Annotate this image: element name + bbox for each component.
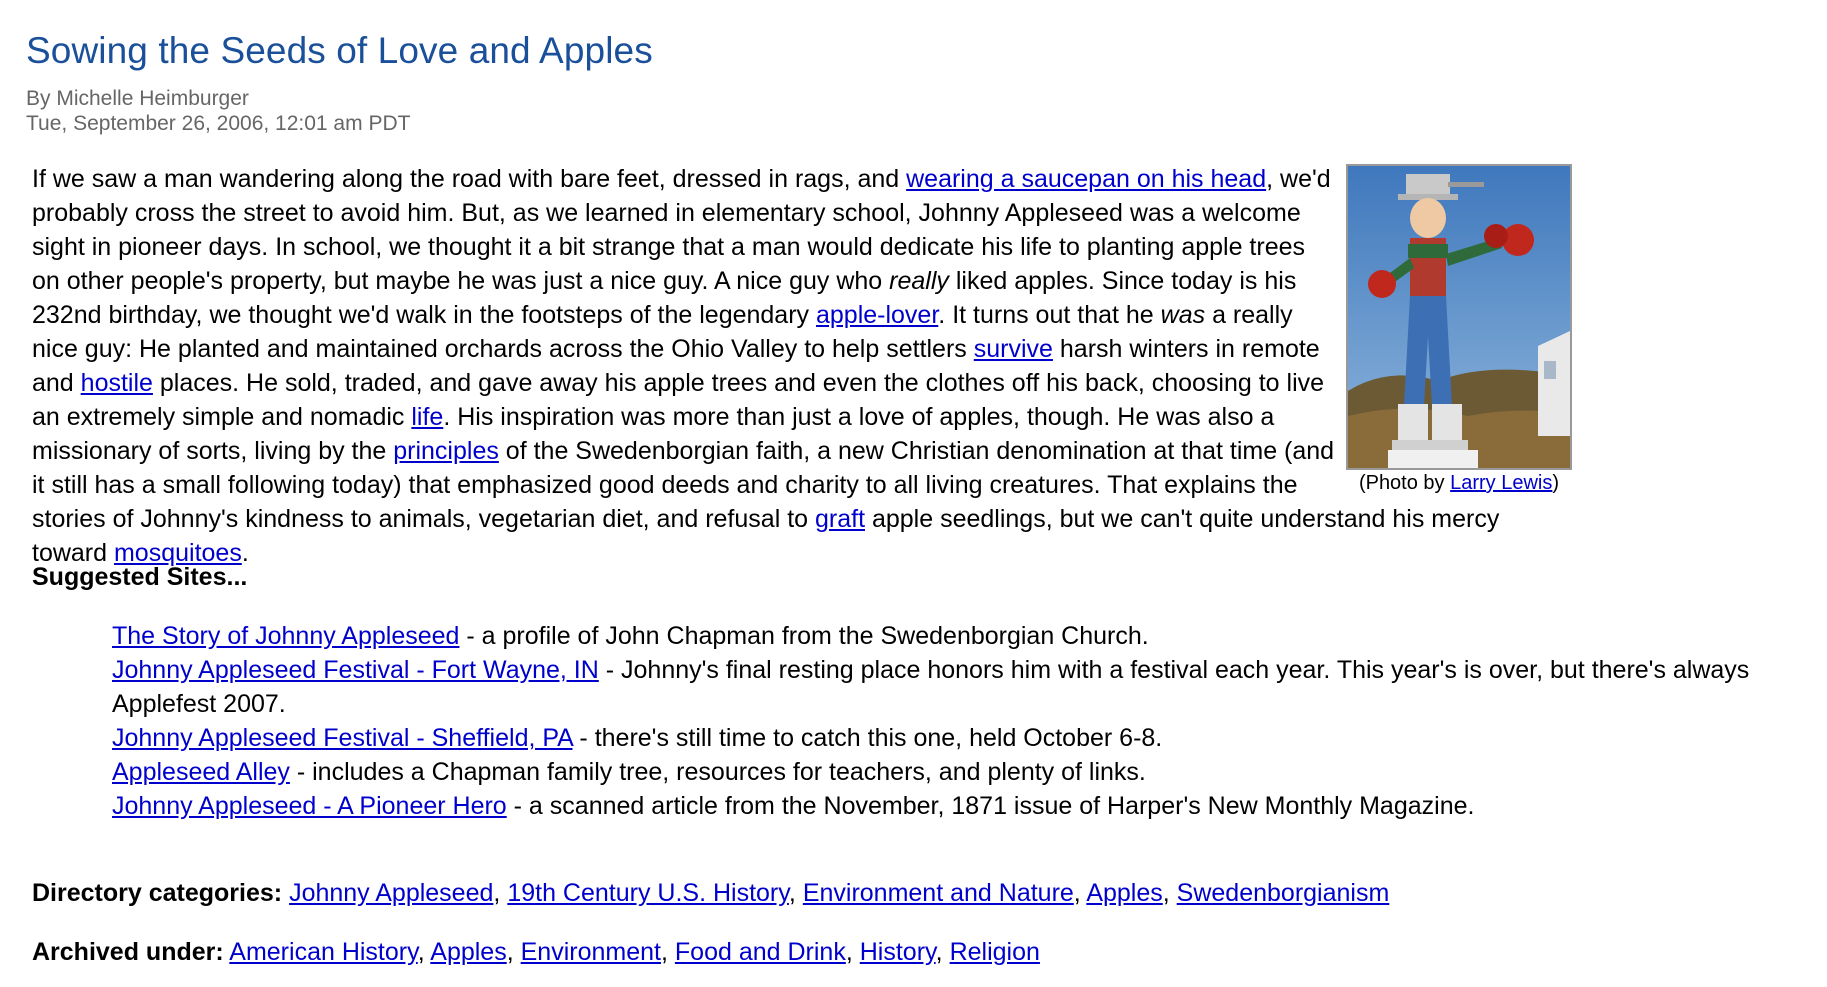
suggested-site-link[interactable]: Johnny Appleseed - A Pioneer Hero bbox=[112, 792, 507, 820]
archive-link[interactable]: Religion bbox=[949, 938, 1040, 966]
list-item bbox=[112, 789, 1782, 823]
body-text: If we saw a man wandering along the road with bare feet, dressed in rags, and bbox=[32, 165, 907, 193]
archive-link[interactable]: Food and Drink bbox=[674, 938, 846, 966]
suggested-site-link[interactable]: The Story of Johnny Appleseed bbox=[112, 622, 460, 650]
body-text: . It turns out that he bbox=[938, 301, 1161, 329]
life-link[interactable]: life bbox=[411, 403, 444, 431]
principles-link[interactable]: principles bbox=[393, 437, 499, 465]
separator: , bbox=[788, 879, 803, 907]
emphasis-text: really bbox=[889, 267, 949, 295]
mosquitoes-link[interactable]: mosquitoes bbox=[113, 539, 242, 567]
separator: , bbox=[1073, 879, 1087, 907]
category-link[interactable]: Environment and Nature bbox=[802, 879, 1074, 907]
category-link[interactable]: Swedenborgianism bbox=[1176, 879, 1390, 907]
directory-categories bbox=[32, 876, 1389, 910]
byline: By Michelle Heimburger bbox=[26, 87, 249, 110]
suggested-sites-list bbox=[112, 619, 1782, 823]
category-link[interactable]: Apples bbox=[1086, 879, 1163, 907]
separator: , bbox=[845, 938, 860, 966]
body-text: . bbox=[241, 539, 249, 567]
category-link[interactable]: 19th Century U.S. History bbox=[507, 879, 789, 907]
list-item bbox=[112, 619, 1782, 653]
suggested-site-desc: - Johnny's final resting place honors him with a festival each year. This year's is over, but there's always Applefest 2007. bbox=[112, 656, 1750, 718]
graft-link[interactable]: graft bbox=[814, 505, 866, 533]
separator: , bbox=[660, 938, 675, 966]
body-text: . His inspiration was more than just a love of apples, though. He was also a missionary of sorts, living by the bbox=[32, 403, 1275, 465]
archive-link[interactable]: Environment bbox=[520, 938, 661, 966]
publish-date: Tue, September 26, 2006, 12:01 am PDT bbox=[26, 112, 411, 135]
archive-link[interactable]: Apples bbox=[430, 938, 507, 966]
saucepan-link[interactable]: wearing a saucepan on his head bbox=[906, 165, 1267, 193]
body-text: liked apples. Since today is his 232nd birthday, we thought we'd walk in the footsteps of the legendary bbox=[32, 267, 1297, 329]
list-item bbox=[112, 755, 1782, 789]
emphasis-text: was bbox=[1160, 301, 1206, 329]
directory-categories-label: Directory categories: bbox=[32, 879, 283, 907]
archived-under-label: Archived under: bbox=[32, 938, 224, 966]
separator: , bbox=[493, 879, 508, 907]
list-item bbox=[112, 653, 1782, 721]
photo-credit-link[interactable]: Larry Lewis bbox=[1450, 472, 1553, 494]
suggested-site-desc: - there's still time to catch this one, held October 6-8. bbox=[572, 724, 1163, 752]
archive-link[interactable]: History bbox=[859, 938, 936, 966]
suggested-site-desc: - a profile of John Chapman from the Swedenborgian Church. bbox=[459, 622, 1149, 650]
photo-caption-suffix: ) bbox=[1552, 472, 1560, 494]
archive-link[interactable]: American History bbox=[229, 938, 418, 966]
apple-lover-link[interactable]: apple-lover bbox=[815, 301, 939, 329]
photo-caption-prefix: (Photo by bbox=[1358, 472, 1451, 494]
separator: , bbox=[506, 938, 521, 966]
body-text: harsh winters in remote and bbox=[32, 335, 1320, 397]
article-meta bbox=[26, 86, 410, 136]
body-text: places. He sold, traded, and gave away his apple trees and even the clothes off his back, choosing to live an extremely simple and nomadic bbox=[32, 369, 1325, 431]
suggested-site-link[interactable]: Johnny Appleseed Festival - Fort Wayne, IN bbox=[112, 656, 599, 684]
body-text: a really nice guy: He planted and maintained orchards across the Ohio Valley to help settlers bbox=[32, 301, 1293, 363]
suggested-site-link[interactable]: Appleseed Alley bbox=[112, 758, 290, 786]
article-paragraph bbox=[32, 162, 1572, 570]
johnny-appleseed-statue-photo bbox=[1346, 164, 1572, 470]
body-text: apple seedlings, but we can't quite understand his mercy toward bbox=[32, 505, 1500, 567]
separator: , bbox=[1162, 879, 1177, 907]
statue-image bbox=[1348, 166, 1570, 468]
suggested-site-desc: - includes a Chapman family tree, resources for teachers, and plenty of links. bbox=[289, 758, 1146, 786]
survive-link[interactable]: survive bbox=[973, 335, 1053, 363]
body-text: , we'd probably cross the street to avoid him. But, as we learned in elementary school, Johnny Appleseed was a welcome sight in pioneer days. In school, we thought it a bit strange that a man would dedicate his life to planting apple trees on other people's property, but maybe he was just a nice guy. A nice guy who bbox=[32, 165, 1331, 295]
separator: , bbox=[417, 938, 431, 966]
article-body bbox=[32, 162, 1572, 570]
hostile-link[interactable]: hostile bbox=[80, 369, 153, 397]
body-text: of the Swedenborgian faith, a new Christian denomination at that time (and it still has a small following today) that emphasized good deeds and charity to all living creatures. That explains the stories of Johnny's kindness to animals, vegetarian diet, and refusal to bbox=[32, 437, 1335, 533]
separator: , bbox=[935, 938, 950, 966]
photo-caption bbox=[1346, 470, 1572, 496]
suggested-sites-heading: Suggested Sites... bbox=[32, 563, 248, 591]
photo-box bbox=[1346, 164, 1572, 496]
page-title: Sowing the Seeds of Love and Apples bbox=[26, 30, 653, 71]
suggested-site-desc: - a scanned article from the November, 1871 issue of Harper's New Monthly Magazine. bbox=[506, 792, 1475, 820]
list-item bbox=[112, 721, 1782, 755]
archived-under bbox=[32, 935, 1040, 969]
category-link[interactable]: Johnny Appleseed bbox=[289, 879, 494, 907]
suggested-site-link[interactable]: Johnny Appleseed Festival - Sheffield, PA bbox=[112, 724, 573, 752]
